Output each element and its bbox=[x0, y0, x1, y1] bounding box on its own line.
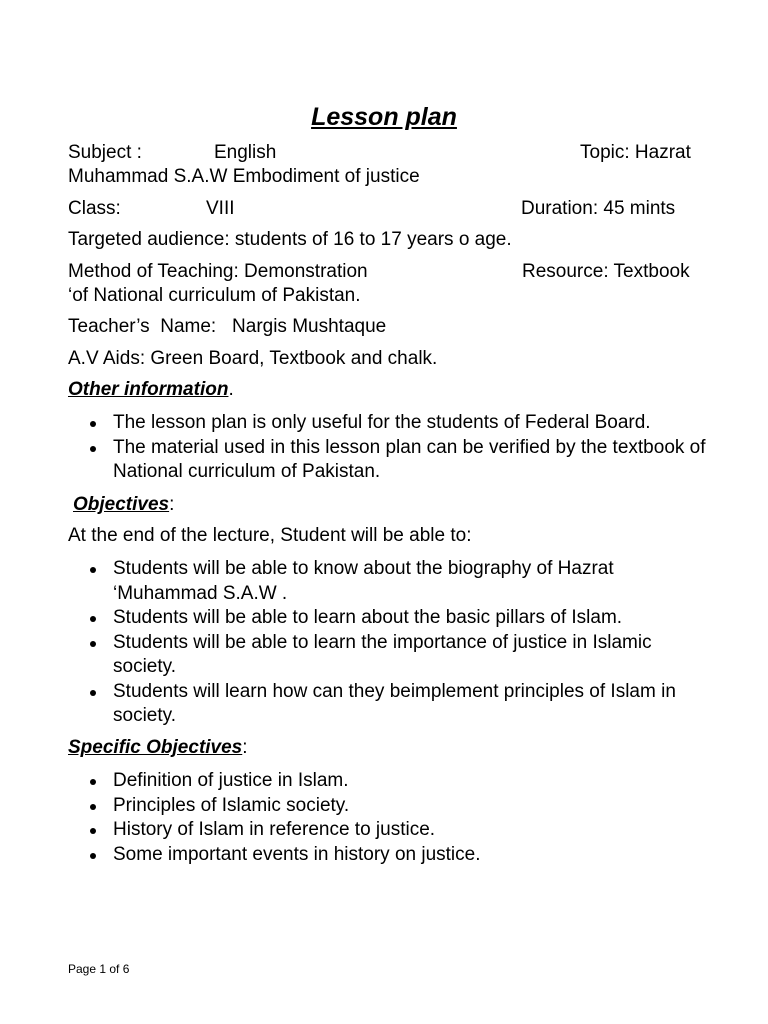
targeted-audience: Targeted audience: students of 16 to 17 years o age. bbox=[68, 229, 512, 250]
objectives-heading-line bbox=[73, 493, 174, 517]
objectives-heading: Objectives bbox=[73, 494, 170, 515]
list-item: The lesson plan is only useful for the students of Federal Board. bbox=[68, 411, 708, 436]
list-item: History of Islam in reference to justice. bbox=[68, 818, 708, 843]
teacher-name: Teacher’s Name: Nargis Mushtaque bbox=[68, 316, 387, 337]
other-information-heading-line bbox=[68, 378, 234, 402]
duration: Duration: 45 mints bbox=[521, 198, 676, 219]
method-of-teaching: Method of Teaching: Demonstration bbox=[68, 261, 368, 282]
specific-objectives-heading: Specific Objectives bbox=[68, 737, 243, 758]
objectives-punct: : bbox=[169, 494, 175, 515]
specific-objectives-list bbox=[68, 769, 708, 867]
list-item: Students will learn how can they beimplement principles of Islam in society. bbox=[68, 680, 708, 729]
topic-start: Topic: Hazrat bbox=[580, 142, 691, 163]
objectives-intro: At the end of the lecture, Student will be able to: bbox=[68, 525, 472, 546]
other-information-list bbox=[68, 411, 708, 485]
av-aids: A.V Aids: Green Board, Textbook and chalk. bbox=[68, 348, 438, 369]
other-information-punct: . bbox=[228, 379, 234, 400]
specific-objectives-heading-line bbox=[68, 736, 248, 760]
subject-label: Subject : bbox=[68, 142, 142, 163]
list-item: Definition of justice in Islam. bbox=[68, 769, 708, 794]
list-item: Principles of Islamic society. bbox=[68, 794, 708, 819]
page-title: Lesson plan bbox=[311, 103, 457, 131]
resource-start: Resource: Textbook bbox=[522, 261, 690, 282]
page-number: Page 1 of 6 bbox=[68, 962, 130, 976]
list-item: Students will be able to know about the biography of Hazrat ‘Muhammad S.A.W . bbox=[68, 557, 708, 606]
list-item: The material used in this lesson plan can be verified by the textbook of National curriculum of Pakistan. bbox=[68, 436, 708, 485]
topic-continued: Muhammad S.A.W Embodiment of justice bbox=[68, 166, 420, 187]
other-information-heading: Other information bbox=[68, 379, 229, 400]
subject-line bbox=[68, 141, 142, 165]
resource-continued: ‘of National curriculum of Pakistan. bbox=[68, 285, 361, 306]
specific-objectives-punct: : bbox=[242, 737, 248, 758]
subject-value: English bbox=[214, 142, 277, 163]
list-item: Students will be able to learn about the basic pillars of Islam. bbox=[68, 606, 708, 631]
class-label: Class: bbox=[68, 198, 121, 219]
class-value: VIII bbox=[206, 198, 235, 219]
list-item: Students will be able to learn the importance of justice in Islamic society. bbox=[68, 631, 708, 680]
objectives-list bbox=[68, 557, 708, 729]
list-item: Some important events in history on justice. bbox=[68, 843, 708, 868]
